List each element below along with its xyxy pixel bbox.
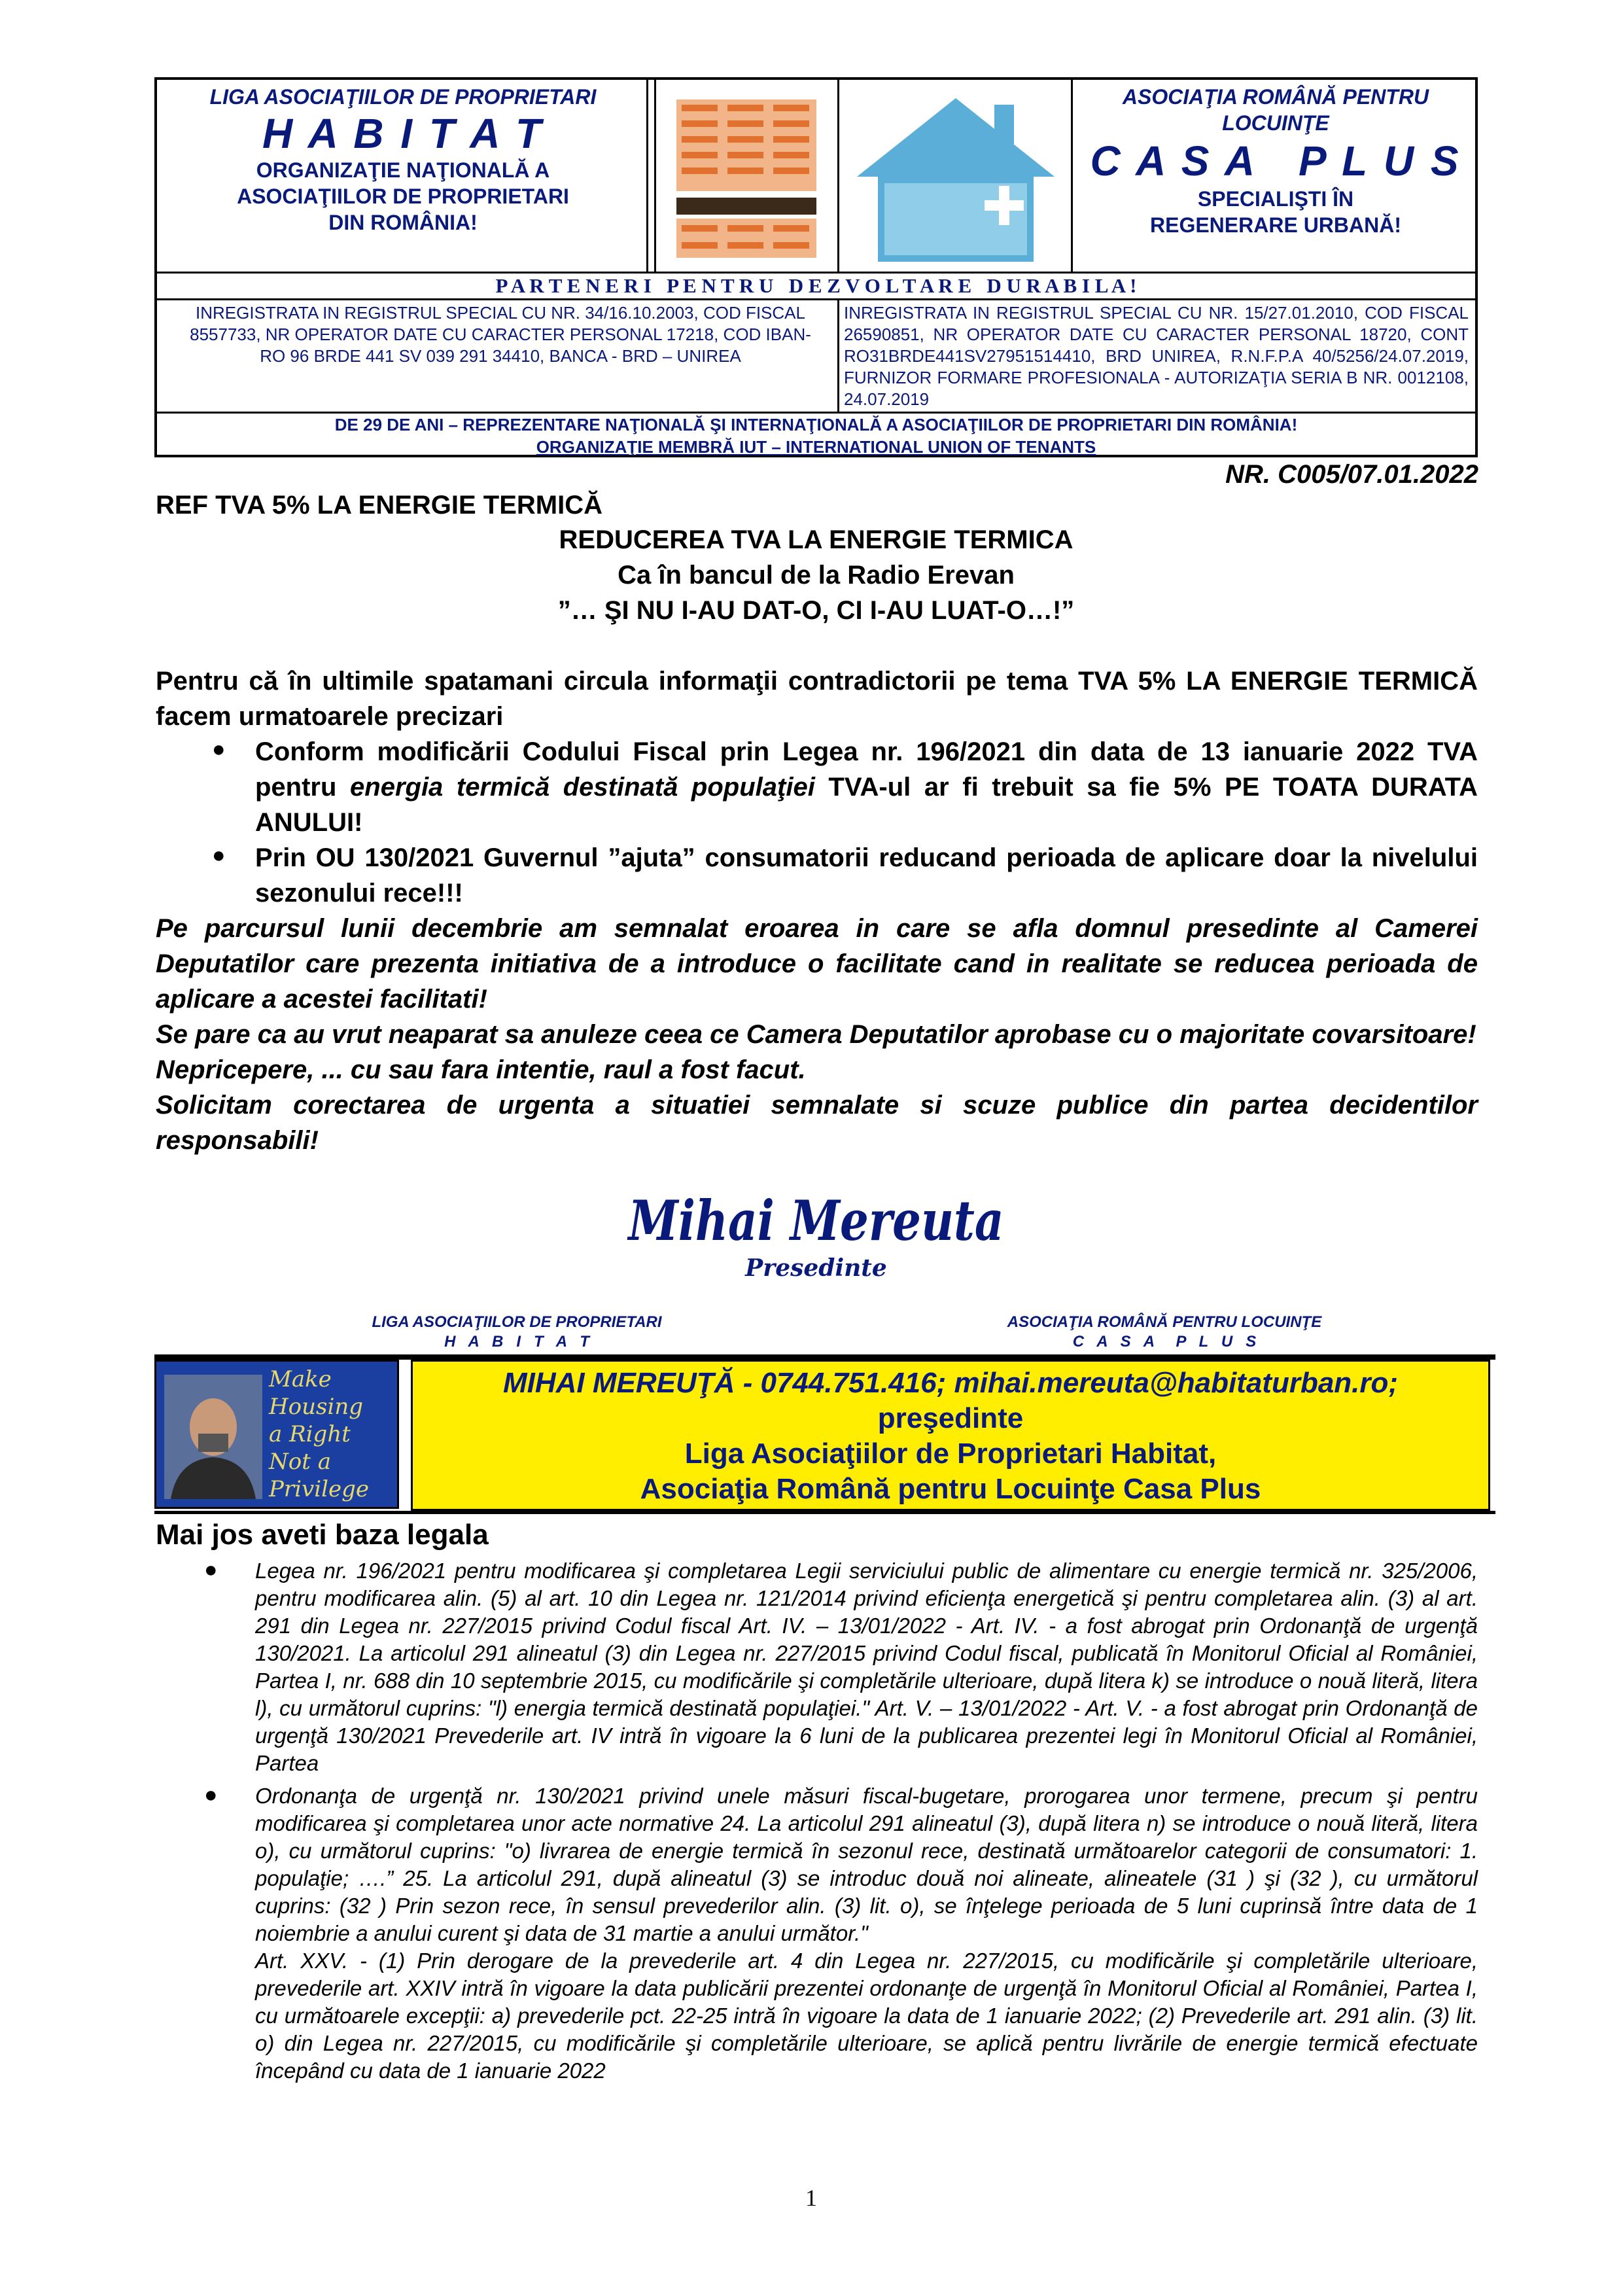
letterhead-divider bbox=[837, 80, 839, 272]
title-line: REDUCEREA TVA LA ENERGIE TERMICA bbox=[559, 525, 1073, 554]
document-number: NR. C005/07.01.2022 bbox=[1225, 460, 1478, 489]
casa-plus-name: C A S A P L U S bbox=[1090, 137, 1461, 185]
signature-role: Presedinte bbox=[745, 1254, 887, 1282]
title-line: ”… ŞI NU I-AU DAT-O, CI I-AU LUAT-O…!” bbox=[557, 596, 1075, 625]
building-icon bbox=[662, 88, 831, 266]
signature-org-line: ASOCIAŢIA ROMÂNĂ PENTRU LOCUINŢE bbox=[1007, 1313, 1322, 1331]
legal-text: Art. XXV. - (1) Prin derogare de la prevederile art. 4 din Legea nr. 227/2015, cu modificările şi completările ulterioare, prevederile art. XXIV intră în vigoare la data publicării prezentei ordonanţe de urgenţă în Monitorul Oficial al României, Partea I, cu următoarele excepţii: a) prevederile pct. 22-25 intră în vigoare la data de 1 ianuarie 2022; (2) Prevederile art. 291 alin. (3) lit. o) din Legea nr. 227/2015, cu modificările şi completările ulterioare, se aplică pentru livrările de energie termică efectuate începând cu data de 1 ianuarie 2022 bbox=[255, 1949, 1478, 2083]
badge-slogan-line: Not a bbox=[269, 1449, 331, 1475]
signature-right-org bbox=[916, 1313, 1413, 1352]
letterhead-table bbox=[154, 77, 1478, 457]
habitat-romania-logo bbox=[662, 88, 831, 266]
point-text-emphasis: energia termică destinată populaţiei bbox=[350, 773, 815, 802]
intro-paragraph: Pentru că în ultimile spatamani circula informaţii contradictorii pe tema TVA 5% LA ENERGIE TERMICĂ facem urmatoarele precizari bbox=[156, 667, 1478, 731]
letterhead-divider bbox=[837, 298, 839, 412]
letterhead-divider bbox=[646, 80, 648, 272]
casa-org-line: LOCUINŢE bbox=[1222, 111, 1329, 135]
legal-basis-heading: Mai jos aveti baza legala bbox=[156, 1519, 489, 1551]
point-text-part: Conform modificării Codului Fiscal prin Legea nr. 196/2021 din data de 13 ianuarie 2022 TVA pentru bbox=[255, 737, 1478, 802]
badge-slogan-line: Housing bbox=[269, 1394, 364, 1420]
list-item bbox=[156, 840, 1478, 911]
point-text-part: TVA-ul ar fi trebuit sa fie 5% PE TOATA DURATA ANULUI! bbox=[255, 773, 1478, 837]
badge-slogan bbox=[269, 1366, 399, 1503]
page-number: 1 bbox=[805, 2185, 817, 2211]
contact-org: Asociaţia Română pentru Locuinţe Casa Plus bbox=[640, 1473, 1261, 1505]
legal-text: Ordonanţa de urgenţă nr. 130/2021 privind unele măsuri fiscal-bugetare, prorogarea unor termene, precum şi pentru modificarea şi completarea unor acte normative 24. La articolul 291 alineatul (3), după litera n) se introduce o nouă literă, litera o), cu următorul cuprins: "o) livrarea de energie termică în sezonul rece, destinată următoarelor categorii de consumatori: 1. populaţie; ….” 25. La articolul 291, după alineatul (3) se introduc două noi alineate, alineatele (31 ) şi (32 ), cu următorul cuprins: (32 ) Prin sezon rece, în sensul prevederilor alin. (3) lit. o), se înţelege perioada de 5 luni cuprinsă între data de 1 noiembrie a anului curent şi data de 31 martie a anului următor." bbox=[255, 1784, 1478, 1945]
body-paragraphs bbox=[156, 911, 1478, 1158]
signature-name: Mihai Mereuta bbox=[628, 1188, 1004, 1253]
contact-text: MIHAI MEREUŢĂ - 0744.751.416; mihai.mereuta@habitaturban.ro; bbox=[502, 1367, 1399, 1399]
casa-desc: REGENERARE URBANĂ! bbox=[1149, 213, 1401, 237]
document-title bbox=[154, 522, 1478, 628]
bullet-icon: ● bbox=[212, 737, 226, 762]
list-item bbox=[156, 1782, 1478, 2085]
signature-org-name: C A S A P L U S bbox=[1072, 1333, 1257, 1351]
letterhead-membership: ORGANIZAŢIE MEMBRĂ IUT – INTERNATIONAL UNION OF TENANTS bbox=[536, 437, 1096, 457]
casa-plus-logo bbox=[844, 85, 1068, 268]
bullet-icon: ● bbox=[204, 1557, 218, 1582]
habitat-org-line: LIGA ASOCIAŢIILOR DE PROPRIETARI bbox=[209, 85, 597, 109]
contact-role: preşedinte bbox=[877, 1402, 1024, 1434]
body-paragraph: Solicitam corectarea de urgenta a situatiei semnalate si scuze publice din partea decidentilor responsabili! bbox=[156, 1091, 1478, 1155]
letterhead-divider bbox=[1071, 80, 1073, 272]
habitat-org-block bbox=[162, 84, 644, 236]
legal-basis-list bbox=[156, 1557, 1478, 2085]
title-line: Ca în bancul de la Radio Erevan bbox=[618, 561, 1015, 590]
badge-slogan-line: Make bbox=[269, 1366, 332, 1392]
contact-org: Liga Asociaţiilor de Proprietari Habitat, bbox=[684, 1438, 1217, 1470]
contact-details bbox=[411, 1360, 1490, 1511]
signature-block bbox=[154, 1188, 1478, 1282]
letterhead-tagline: DE 29 DE ANI – REPREZENTARE NAŢIONALĂ ŞI INTERNAŢIONALĂ A ASOCIAŢIILOR DE PROPRIETARI DIN ROMÂNIA! bbox=[334, 415, 1298, 434]
bullet-icon: ● bbox=[212, 843, 226, 868]
letterhead-divider bbox=[157, 298, 1475, 300]
habitat-desc: ASOCIAŢIILOR DE PROPRIETARI bbox=[237, 185, 569, 208]
person-icon bbox=[164, 1375, 262, 1499]
key-points-list bbox=[156, 734, 1478, 911]
habitat-desc: ORGANIZAŢIE NAŢIONALĂ A bbox=[256, 158, 550, 182]
letterhead-divider bbox=[157, 412, 1475, 414]
habitat-registration: INREGISTRATA IN REGISTRUL SPECIAL CU NR. 34/16.10.2003, COD FISCAL 8557733, NR OPERATOR DATE CU CARACTER PERSONAL 17218, COD IBAN- RO 96 BRDE 441 SV 039 291 34410, BANCA - BRD – UNIREA bbox=[190, 303, 811, 366]
body-paragraph: Se pare ca au vrut neaparat sa anuleze ceea ce Camera Deputatilor aprobase cu o majoritate covarsitoare! bbox=[156, 1020, 1476, 1049]
signature-org-name: H A B I T A T bbox=[444, 1333, 589, 1351]
legal-text: Legea nr. 196/2021 pentru modificarea şi completarea Legii serviciului public de alimentare cu energie termică nr. 325/2006, pentru modificarea alin. (5) al art. 10 din Legea nr. 121/2014 privind eficienţa energetică şi pentru completarea alin. (3) al art. 291 din Legea nr. 227/2015 privind Codul fiscal Art. IV. – 13/01/2022 - Art. IV. - a fost abrogat prin Ordonanţă de urgenţă 130/2021. La articolul 291 alineatul (3) din Legea nr. 227/2015 privind Codul fiscal, publicată în Monitorul Oficial al României, Partea I, nr. 688 din 10 septembrie 2015, cu modificările şi completările ulterioare, după litera k) se introduce o nouă literă, litera l), cu următorul cuprins: "l) energia termică destinată populaţiei." Art. V. – 13/01/2022 - Art. V. - a fost abrogat prin Ordonanţă de urgenţă 130/2021 Prevederile art. IV intră în vigoare la 6 luni de la publicarea prezentei legi în Monitorul Oficial al României, Partea bbox=[255, 1559, 1478, 1775]
badge-slogan-line: a Right bbox=[269, 1421, 351, 1447]
contact-banner bbox=[154, 1357, 1495, 1514]
portrait-photo bbox=[164, 1375, 262, 1499]
body-paragraph: Nepricepere, ... cu sau fara intentie, raul a fost facut. bbox=[156, 1055, 806, 1084]
point-text: Prin OU 130/2021 Guvernul ”ajuta” consumatorii reducand perioada de aplicare doar la nivelului sezonului rece!!! bbox=[255, 843, 1478, 908]
letterhead-divider bbox=[654, 80, 656, 272]
body-paragraph: Pe parcursul lunii decembrie am semnalat eroarea in care se afla domnul presedinte al Camerei Deputatilor care prezenta initiativa de a introduce o facilitate cand in realitate se reducea perioada de aplicare a acestei facilitati! bbox=[156, 914, 1478, 1014]
casa-registration: INREGISTRATA IN REGISTRUL SPECIAL CU NR. 15/27.01.2010, COD FISCAL 26590851, NR OPERATOR DATE CU CARACTER PERSONAL 18720, CONT RO31BRDE441SV27951514410, BRD UNIREA, R.N.F.P.A 40/5256/24.07.2019, FURNIZOR FORMARE PROFESIONALA - AUTORIZAŢIA SERIA B NR. 0012108, 24.07.2019 bbox=[844, 303, 1469, 409]
casa-desc: SPECIALIŞTI ÎN bbox=[1197, 187, 1354, 211]
casa-plus-org-block bbox=[1075, 84, 1476, 238]
point-text bbox=[255, 734, 1478, 840]
partners-banner: P A R T E N E R I P E N T R U D E Z V O L T A R E D U R A B I L A ! bbox=[495, 274, 1137, 297]
signature-left-org bbox=[288, 1313, 746, 1352]
bullet-icon: ● bbox=[204, 1782, 218, 1807]
habitat-name: H A B I T A T bbox=[262, 110, 544, 157]
badge-slogan-line: Privilege bbox=[269, 1476, 369, 1502]
list-item bbox=[156, 1557, 1478, 1777]
casa-org-line: ASOCIAŢIA ROMÂNĂ PENTRU bbox=[1122, 85, 1429, 109]
reference-line: REF TVA 5% LA ENERGIE TERMICĂ bbox=[156, 491, 603, 520]
list-item bbox=[156, 734, 1478, 840]
house-icon bbox=[844, 85, 1068, 268]
contact-line bbox=[413, 1366, 1488, 1401]
habitat-desc: DIN ROMÂNIA! bbox=[328, 211, 478, 234]
signature-org-line: LIGA ASOCIAŢIILOR DE PROPRIETARI bbox=[372, 1313, 662, 1331]
make-housing-a-right-badge bbox=[154, 1360, 399, 1509]
